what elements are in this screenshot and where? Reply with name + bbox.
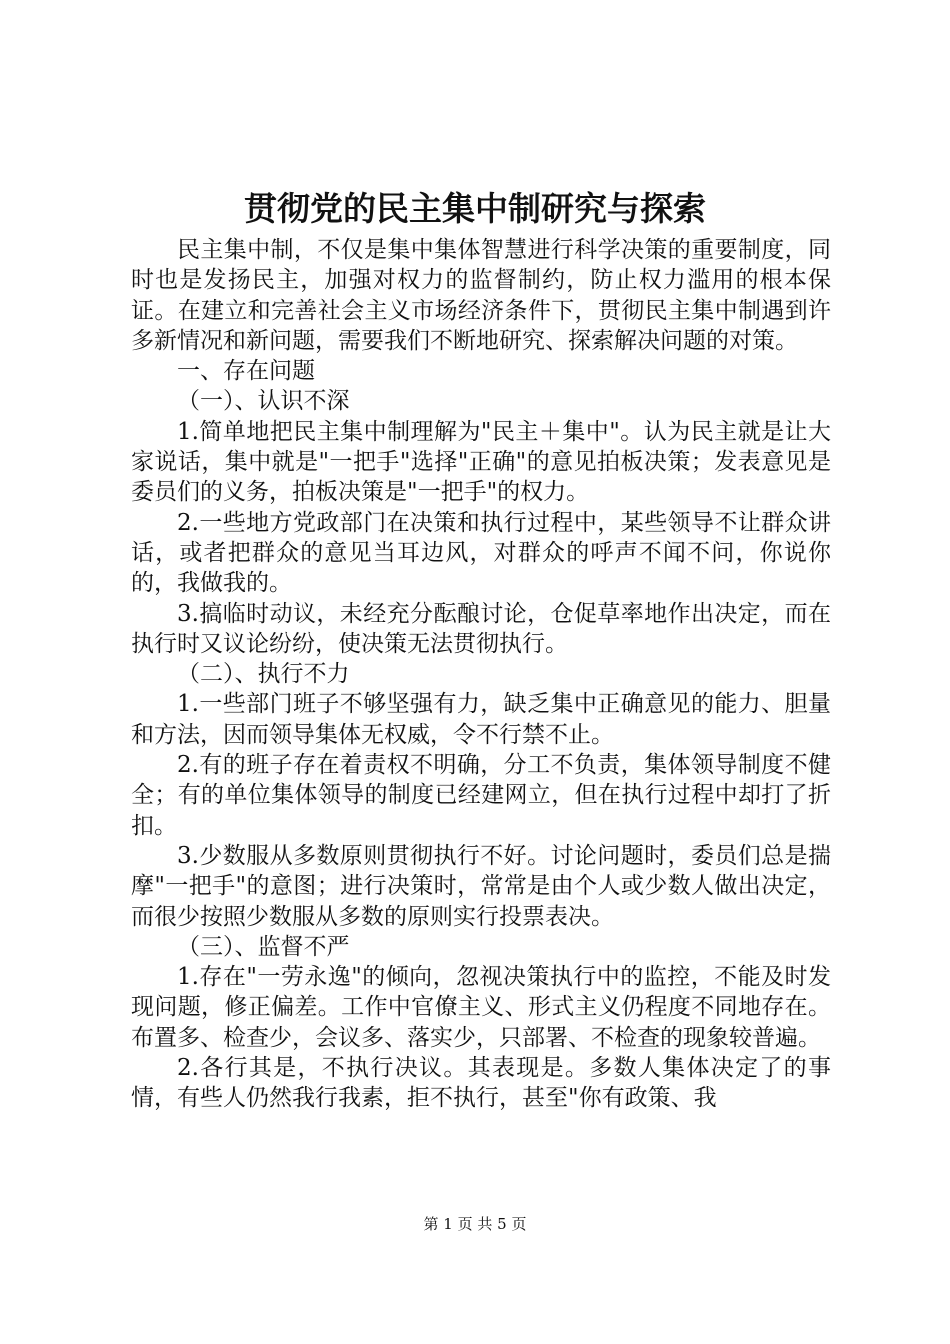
- paragraph: 2.各行其是，不执行决议。其表现是。多数人集体决定了的事情，有些人仍然我行我素，拒不执行，甚至"你有政策、我: [131, 1055, 831, 1112]
- paragraph: 3.搞临时动议，未经充分酝酿讨论，仓促草率地作出决定，而在执行时又议论纷纷，使决策无法贯彻执行。: [131, 600, 831, 657]
- page-title: 贯彻党的民主集中制研究与探索: [244, 189, 706, 228]
- document-body: [131, 235, 831, 1114]
- page-footer: 第 1 页 共 5 页: [423, 1215, 527, 1233]
- subsection-heading: （一）、认识不深: [177, 388, 350, 415]
- subsection-heading: （三）、监督不严: [177, 933, 350, 960]
- paragraph: 1.存在"一劳永逸"的倾向，忽视决策执行中的监控，不能及时发现问题，修正偏差。工作中官僚主义、形式主义仍程度不同地存在。布置多、检查少，会议多、落实少，只部署、不检查的现象较普遍。: [131, 964, 831, 1051]
- paragraph: 2.一些地方党政部门在决策和执行过程中，某些领导不让群众讲话，或者把群众的意见当耳边风，对群众的呼声不闻不问，你说你的，我做我的。: [131, 509, 831, 597]
- paragraph: 3.少数服从多数原则贯彻执行不好。讨论问题时，委员们总是揣摩"一把手"的意图；进行决策时，常常是由个人或少数人做出决定，而很少按照少数服从多数的原则实行投票表决。: [131, 842, 831, 930]
- paragraph: 1.简单地把民主集中制理解为"民主＋集中"。认为民主就是让大家说话，集中就是"一把手"选择"正确"的意见拍板决策；发表意见是委员们的义务，拍板决策是"一把手"的权力。: [131, 418, 831, 506]
- paragraph: 民主集中制，不仅是集中集体智慧进行科学决策的重要制度，同时也是发扬民主，加强对权力的监督制约，防止权力滥用的根本保证。在建立和完善社会主义市场经济条件下，贯彻民主集中制遇到许多新情况和新问题，需要我们不断地研究、探索解决问题的对策。: [131, 237, 831, 354]
- subsection-heading: （二）、执行不力: [177, 661, 350, 688]
- paragraph: 2.有的班子存在着责权不明确，分工不负责，集体领导制度不健全；有的单位集体领导的制度已经建网立，但在执行过程中却打了折扣。: [131, 752, 831, 839]
- paragraph: 1.一些部门班子不够坚强有力，缺乏集中正确意见的能力、胆量和方法，因而领导集体无权威，令不行禁不止。: [131, 691, 831, 748]
- section-heading: 一、存在问题: [177, 358, 315, 385]
